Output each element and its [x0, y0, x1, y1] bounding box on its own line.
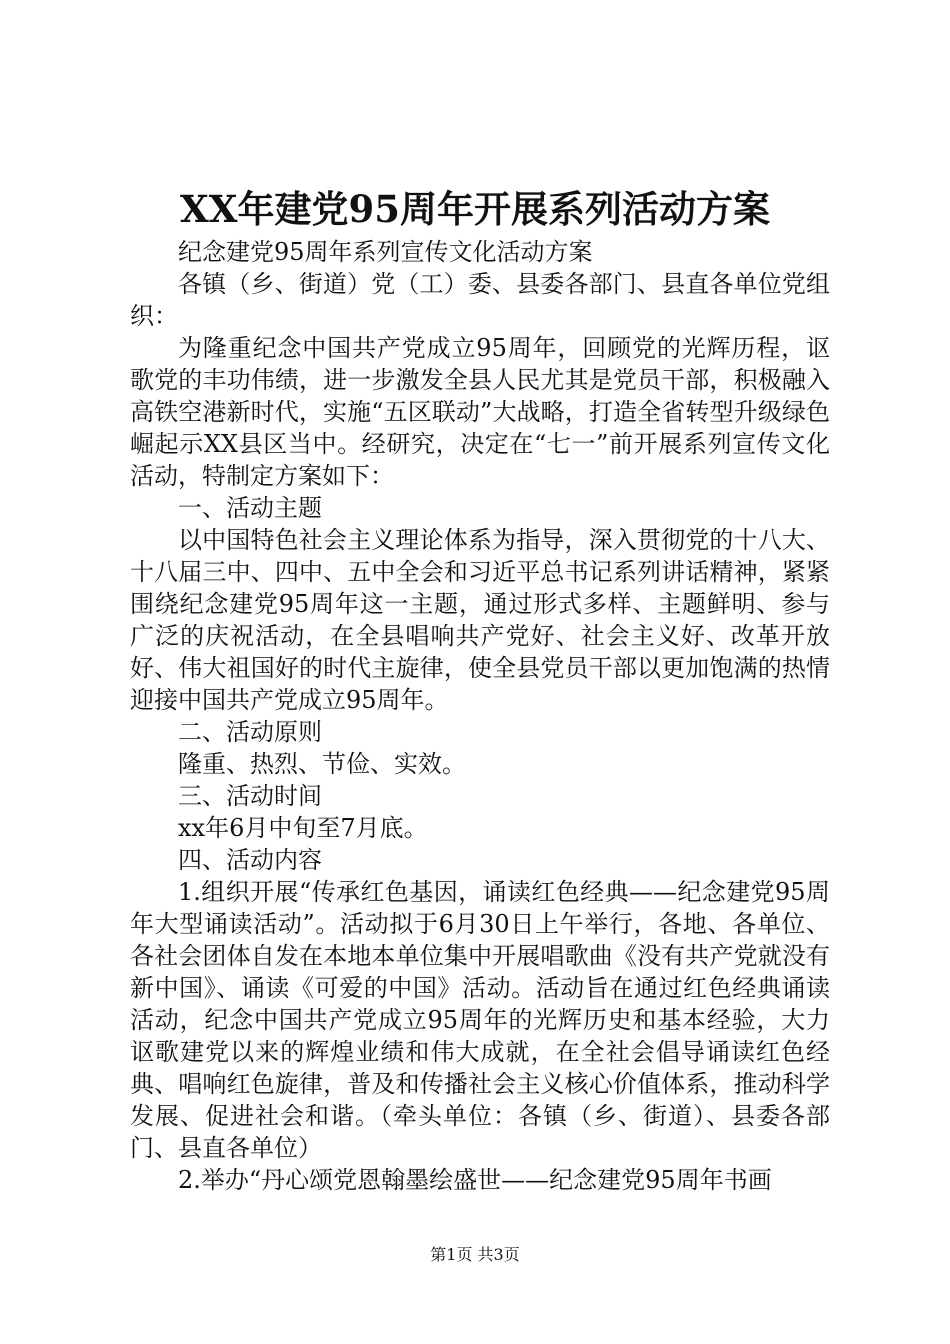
paragraph-content-item-1: 1.组织开展“传承红色基因，诵读红色经典——纪念建党95周年大型诵读活动”。活动拟于6月30日上午举行，各地、各单位、各社会团体自发在本地本单位集中开展唱歌曲《没有共产党就没有新中国》、诵读《可爱的中国》活动。活动旨在通过红色经典诵读活动，纪念中国共产党成立95周年的光辉历史和基本经验，大力讴歌建党以来的辉煌业绩和伟大成就，在全社会倡导诵读红色经典、唱响红色旋律，普及和传播社会主义核心价值体系，推动科学发展、促进社会和谐。（牵头单位：各镇（乡、街道）、县委各部门、县直各单位） — [130, 878, 830, 1162]
section-heading-principle: 二、活动原则 — [178, 718, 322, 746]
section-heading-theme: 一、活动主题 — [178, 494, 322, 522]
section-heading-time: 三、活动时间 — [178, 782, 322, 810]
document-title: XX年建党95周年开展系列活动方案 — [180, 187, 770, 231]
paragraph-principle: 隆重、热烈、节俭、实效。 — [178, 750, 466, 778]
paragraph-addressee: 各镇（乡、街道）党（工）委、县委各部门、县直各单位党组织： — [130, 270, 830, 330]
page-number-footer: 第1页 共3页 — [430, 1245, 520, 1264]
document-body — [130, 236, 830, 1196]
document-subtitle: 纪念建党95周年系列宣传文化活动方案 — [178, 238, 593, 266]
paragraph-theme: 以中国特色社会主义理论体系为指导，深入贯彻党的十八大、十八届三中、四中、五中全会和习近平总书记系列讲话精神，紧紧围绕纪念建党95周年这一主题，通过形式多样、主题鲜明、参与广泛的庆祝活动，在全县唱响共产党好、社会主义好、改革开放好、伟大祖国好的时代主旋律，使全县党员干部以更加饱满的热情迎接中国共产党成立95周年。 — [130, 526, 830, 714]
section-heading-content: 四、活动内容 — [178, 846, 322, 874]
paragraph-time: xx年6月中旬至7月底。 — [178, 814, 428, 842]
paragraph-intro: 为隆重纪念中国共产党成立95周年，回顾党的光辉历程，讴歌党的丰功伟绩，进一步激发全县人民尤其是党员干部，积极融入高铁空港新时代，实施“五区联动”大战略，打造全省转型升级绿色崛起示XX县区当中。经研究，决定在“七一”前开展系列宣传文化活动，特制定方案如下： — [130, 334, 830, 490]
paragraph-content-item-2: 2.举办“丹心颂党恩翰墨绘盛世——纪念建党95周年书画 — [178, 1166, 772, 1194]
